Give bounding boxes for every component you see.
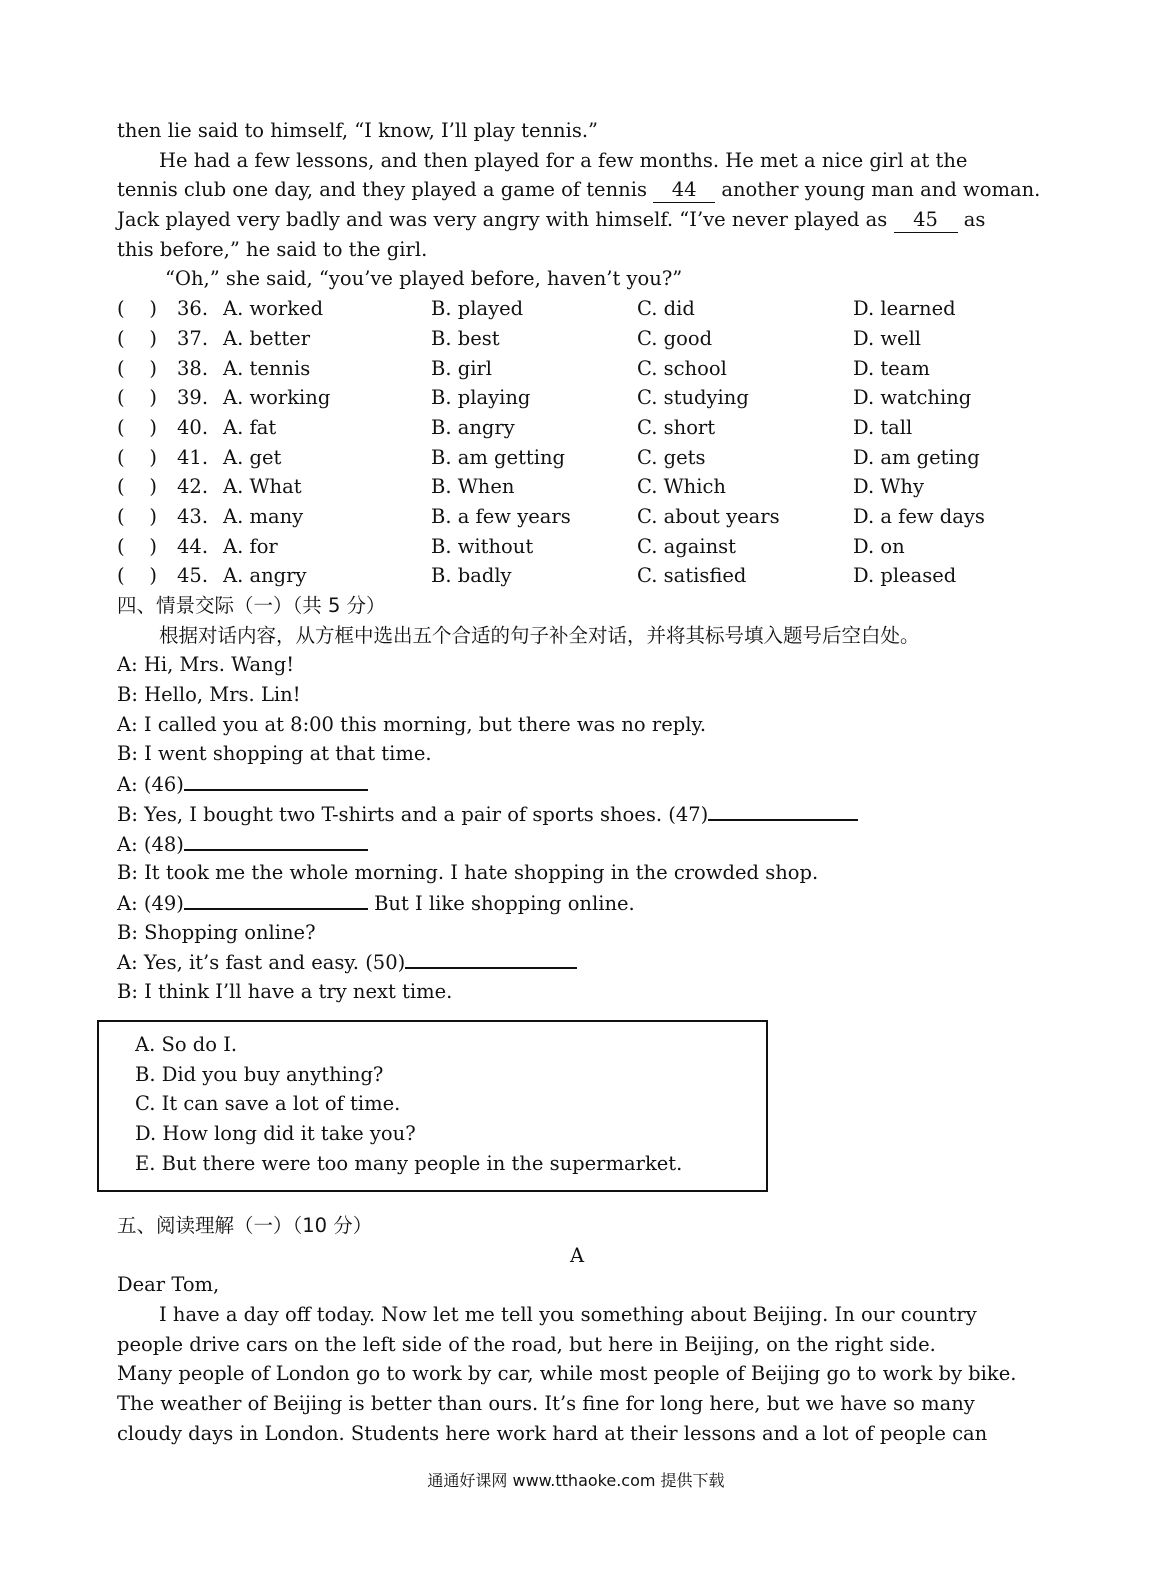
reading-section [117,1211,1037,1449]
answer-paren[interactable]: ( ) [117,326,158,350]
answer-paren[interactable]: ( ) [117,415,158,439]
answer-blank-48[interactable] [184,829,368,851]
answer-paren[interactable]: ( ) [117,445,158,469]
reading-line: I have a day off today. Now let me tell you something about Beijing. In our country [159,1303,977,1327]
salutation: Dear Tom, [117,1273,220,1297]
options-list [117,294,1037,591]
option-row: ( ) 44. A. for B. without C. against D. on [117,532,1037,562]
dialogue-line: A: Yes, it’s fast and easy. (50) [117,947,1037,977]
answer-paren[interactable]: ( ) [117,475,158,499]
passage-line: tennis club one day, and they played a game of tennis 44 another young man and woman. [117,178,1041,202]
option-row: ( ) 36. A. worked B. played C. did D. learned [117,294,1037,324]
dialogue-line: B: It took me the whole morning. I hate shopping in the crowded shop. [117,861,819,885]
option-row: ( ) 41. A. get B. am getting C. gets D. am geting [117,443,1037,473]
option-row: ( ) 38. A. tennis B. girl C. school D. team [117,354,1037,384]
answer-paren[interactable]: ( ) [117,564,158,588]
box-option: D. How long did it take you? [135,1122,416,1146]
reading-line: people drive cars on the left side of the road, but here in Beijing, on the right side. [117,1332,936,1356]
page-footer: 通通好课网 www.tthaoke.com 提供下载 [427,1471,725,1490]
dialogue-line: A: I called you at 8:00 this morning, but there was no reply. [117,712,707,736]
option-row: ( ) 43. A. many B. a few years C. about years D. a few days [117,502,1037,532]
reading-line: cloudy days in London. Students here work hard at their lessons and a lot of people can [117,1421,988,1445]
dialogue-line: B: I went shopping at that time. [117,742,432,766]
answer-paren[interactable]: ( ) [117,386,158,410]
reading-line: Many people of London go to work by car, while most people of Beijing go to work by bike. [117,1362,1017,1386]
answer-paren[interactable]: ( ) [117,534,158,558]
dialogue-line: B: Shopping online? [117,920,316,944]
option-row: ( ) 37. A. better B. best C. good D. well [117,324,1037,354]
dialogue-line: B: I think I’ll have a try next time. [117,979,453,1003]
answer-paren[interactable]: ( ) [117,297,158,321]
answer-blank-50[interactable] [405,947,577,969]
option-row: ( ) 42. A. What B. When C. Which D. Why [117,472,1037,502]
section-instruction: 根据对话内容，从方框中选出五个合适的句子补全对话，并将其标号填入题号后空白处。 [159,623,920,647]
answer-blank-49[interactable] [184,888,368,910]
answer-paren[interactable]: ( ) [117,356,158,380]
box-option: A. So do I. [135,1033,238,1056]
blank-44[interactable]: 44 [653,178,715,203]
option-row: ( ) 45. A. angry B. badly C. satisfied D. pleased [117,561,1037,591]
answer-blank-47[interactable] [708,799,858,821]
exam-page [117,116,1041,1007]
section-title: 四、情景交际（一）（共 5 分） [117,594,386,617]
box-option: B. Did you buy anything? [135,1062,384,1086]
dialogue-line: A: Hi, Mrs. Wang! [117,653,295,677]
dialogue-line: B: Hello, Mrs. Lin! [117,683,301,707]
dialogue-line: B: Yes, I bought two T-shirts and a pair of sports shoes. (47) [117,799,1037,829]
dialogue-line: A: (48) [117,829,1037,859]
passage-line: “Oh,” she said, “you’ve played before, haven’t you?” [165,267,683,291]
passage-line: then lie said to himself, “I know, I’ll play tennis.” [117,119,599,142]
dialogue-line: A: (46) [117,769,1037,799]
box-option: C. It can save a lot of time. [135,1092,401,1116]
passage-line: Jack played very badly and was very angry with himself. “I’ve never played as 45 as [117,208,986,232]
passage-line: He had a few lessons, and then played for a few months. He met a nice girl at the [159,148,968,172]
reading-line: The weather of Beijing is better than ours. It’s fine for long here, but we have so many [117,1392,975,1416]
option-row: ( ) 39. A. working B. playing C. studying D. watching [117,383,1037,413]
passage-letter: A [569,1243,585,1267]
sentence-choice-box [97,1020,768,1192]
answer-paren[interactable]: ( ) [117,504,158,528]
passage-line: this before,” he said to the girl. [117,237,428,261]
section-title: 五、阅读理解（一）（10 分） [117,1214,373,1237]
blank-45[interactable]: 45 [894,208,958,233]
box-option: E. But there were too many people in the supermarket. [135,1151,683,1175]
answer-blank-46[interactable] [184,769,368,791]
option-row: ( ) 40. A. fat B. angry C. short D. tall [117,413,1037,443]
dialogue-line: A: (49) But I like shopping online. [117,888,1037,918]
